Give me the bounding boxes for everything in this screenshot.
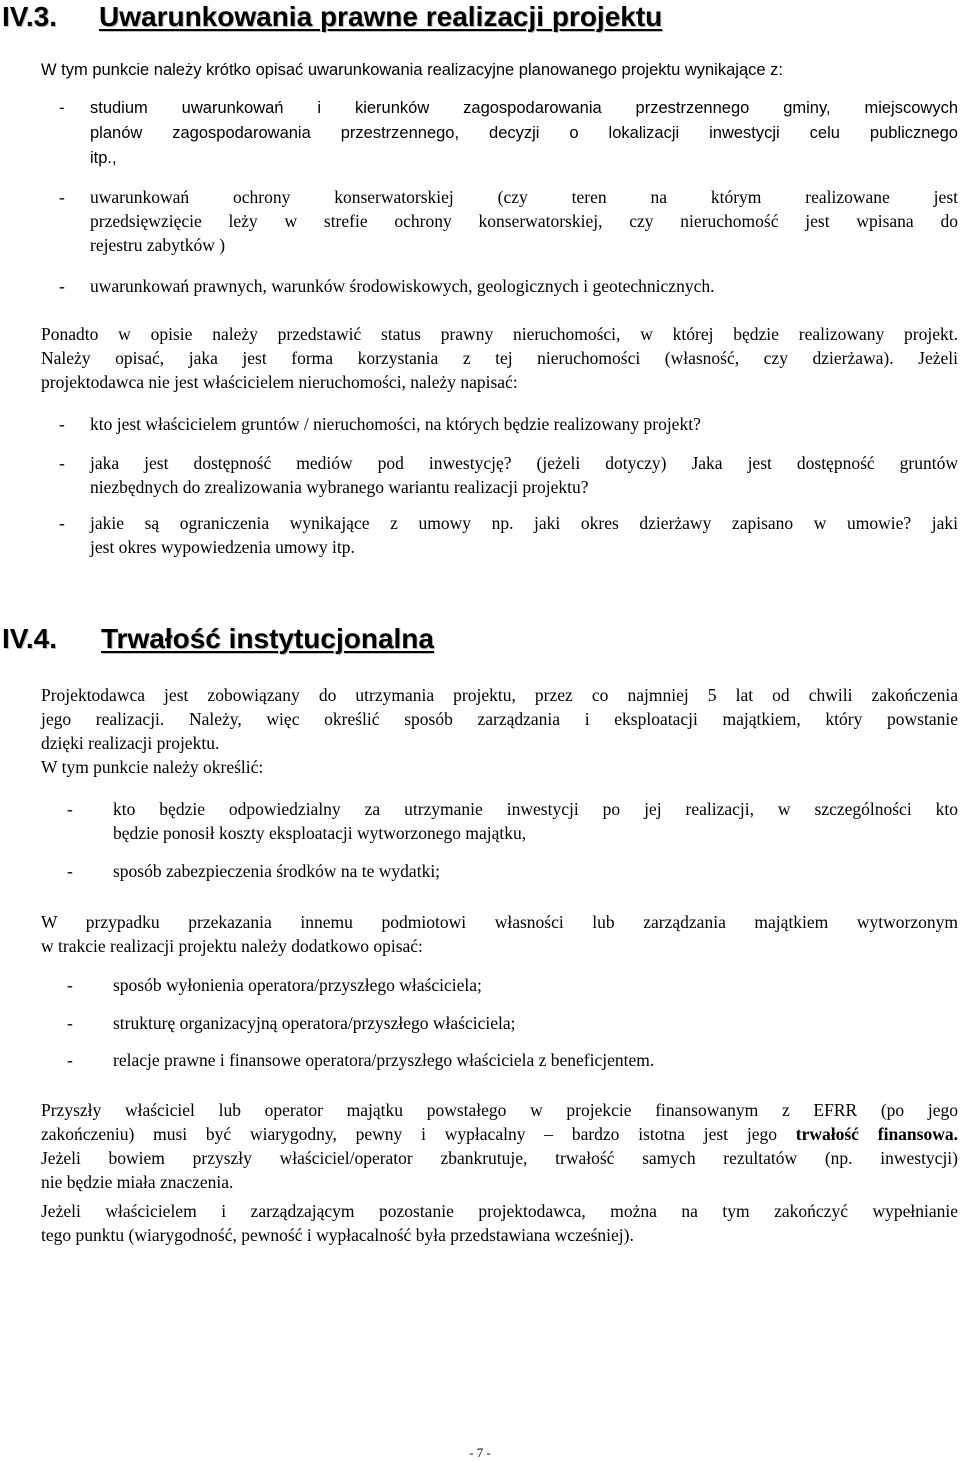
paragraph-line: dzięki realizacji projektu. — [41, 733, 220, 753]
list-item — [59, 412, 958, 436]
paragraph-line: W przypadku przekazania innemu podmiotowi własności lub zarządzania majątkiem wytworzonym — [41, 912, 958, 932]
list-line: kto jest właścicielem gruntów / nieruchomości, na których będzie realizowany projekt? — [90, 414, 701, 434]
list-item — [67, 973, 958, 997]
section-title: Uwarunkowania prawne realizacji projektu — [99, 1, 663, 32]
list-line: jakie są ograniczenia wynikające z umowy np. jaki okres dzierżawy zapisano w umowie? jaki — [90, 513, 958, 533]
list-line: studium uwarunkowań i kierunków zagospodarowania przestrzennego gminy, miejscowych — [90, 99, 958, 117]
paragraph-line: Przyszły właściciel lub operator majątku powstałego w projekcie finansowanym z EFRR (po jego — [41, 1100, 958, 1120]
paragraph-line: W tym punkcie należy określić: — [41, 757, 264, 777]
paragraph-line: projektodawca nie jest właścicielem nieruchomości, należy napisać: — [41, 372, 518, 392]
paragraph-line: w trakcie realizacji projektu należy dodatkowo opisać: — [41, 936, 423, 956]
list-item — [67, 1011, 958, 1035]
list-line: itp., — [90, 149, 117, 167]
paragraph — [41, 1199, 958, 1247]
text-run: zakończeniu) musi być wiarygodny, pewny i wypłacalny – bardzo istotna jest jego — [41, 1124, 796, 1144]
list-item — [59, 274, 958, 298]
list-item — [67, 859, 958, 883]
section-number: IV.4. — [2, 623, 58, 654]
list-dash: - — [59, 187, 65, 207]
paragraph-line: Należy opisać, jaka jest forma korzystania z tej nieruchomości (własność, czy dzierżawa). Jeżeli — [41, 348, 958, 368]
list-item — [59, 96, 958, 171]
list-item — [59, 511, 958, 559]
paragraph — [41, 683, 958, 779]
paragraph-line: nie będzie miała znaczenia. — [41, 1172, 234, 1192]
section-title: Trwałość instytucjonalna — [101, 623, 434, 654]
intro-line: W tym punkcie należy krótko opisać uwarunkowania realizacyjne planowanego projektu wynikające z: — [41, 61, 783, 79]
text-run: . — [953, 1124, 958, 1144]
list-item — [67, 1048, 958, 1072]
list-dash: - — [59, 453, 65, 473]
paragraph-line: tego punktu (wiarygodność, pewność i wypłacalność była przedstawiana wcześniej). — [41, 1225, 634, 1245]
list-line: będzie ponosił koszty eksploatacji wytworzonego majątku, — [113, 823, 527, 843]
list-dash: - — [59, 414, 65, 434]
paragraph-line — [41, 1122, 958, 1146]
list-line: jaka jest dostępność mediów pod inwestycję? (jeżeli dotyczy) Jaka jest dostępność gruntów — [90, 453, 958, 473]
list-dash: - — [67, 975, 73, 995]
list-line: rejestru zabytków ) — [90, 235, 226, 255]
paragraph — [41, 322, 958, 394]
emphasis-text: trwałość finansowa — [795, 1124, 954, 1144]
section-intro — [41, 58, 958, 83]
list-line: przedsięwzięcie leży w strefie ochrony konserwatorskiej, czy nieruchomość jest wpisana do — [90, 211, 958, 231]
list-line: kto będzie odpowiedzialny za utrzymanie inwestycji po jej realizacji, w szczególności kto — [113, 799, 958, 819]
list-line: uwarunkowań ochrony konserwatorskiej (czy teren na którym realizowane jest — [90, 187, 958, 207]
list-line: niezbędnych do zrealizowania wybranego wariantu realizacji projektu? — [90, 477, 589, 497]
paragraph — [41, 910, 958, 958]
paragraph-line: Jeżeli właścicielem i zarządzającym pozostanie projektodawca, można na tym zakończyć wypełnianie — [41, 1201, 958, 1221]
paragraph-line: jego realizacji. Należy, więc określić sposób zarządzania i eksploatacji majątkiem, który powstanie — [41, 709, 958, 729]
list-line: sposób zabezpieczenia środków na te wydatki; — [113, 861, 441, 881]
list-dash: - — [59, 99, 65, 117]
paragraph — [41, 1098, 958, 1194]
list-line: planów zagospodarowania przestrzennego, decyzji o lokalizacji inwestycji celu publicznego — [90, 124, 958, 142]
list-dash: - — [67, 799, 73, 819]
list-item — [59, 451, 958, 499]
page-number: - 7 - — [469, 1445, 491, 1460]
list-item — [59, 185, 958, 257]
list-dash: - — [59, 513, 65, 533]
list-item — [67, 797, 958, 845]
list-line: strukturę organizacyjną operatora/przyszłego właściciela; — [113, 1013, 516, 1033]
list-dash: - — [67, 1013, 73, 1033]
list-line: relacje prawne i finansowe operatora/przyszłego właściciela z beneficjentem. — [113, 1050, 655, 1070]
section-number: IV.3. — [2, 1, 58, 32]
list-line: uwarunkowań prawnych, warunków środowiskowych, geologicznych i geotechnicznych. — [90, 276, 715, 296]
paragraph-line: Ponadto w opisie należy przedstawić status prawny nieruchomości, w której będzie realizowany projekt. — [41, 324, 958, 344]
list-dash: - — [59, 276, 65, 296]
list-line: jest okres wypowiedzenia umowy itp. — [90, 537, 355, 557]
list-line: sposób wyłonienia operatora/przyszłego właściciela; — [113, 975, 482, 995]
paragraph-line: Projektodawca jest zobowiązany do utrzymania projektu, przez co najmniej 5 lat od chwili zakończenia — [41, 685, 958, 705]
list-dash: - — [67, 1050, 73, 1070]
paragraph-line: Jeżeli bowiem przyszły właściciel/operator zbankrutuje, trwałość samych rezultatów (np. inwestycji) — [41, 1148, 958, 1168]
list-dash: - — [67, 861, 73, 881]
